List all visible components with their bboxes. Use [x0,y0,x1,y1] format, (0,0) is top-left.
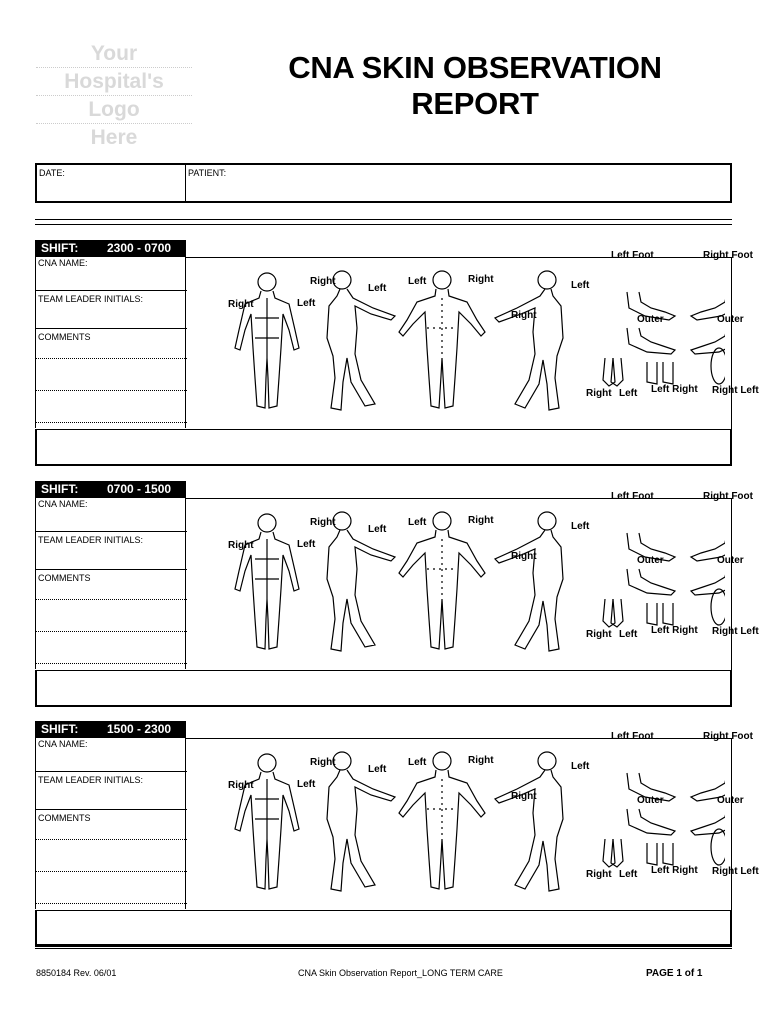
front-body-icon [235,754,299,889]
label-left: Left [408,276,427,287]
feet-sole-icon [711,589,725,625]
rule [36,569,187,570]
hospital-logo-placeholder [36,40,192,151]
label-left: Left [368,283,387,294]
label-right: Right [586,869,612,880]
team-leader-label: TEAM LEADER INITIALS: [38,535,144,545]
team-leader-label: TEAM LEADER INITIALS: [38,294,144,304]
feet-top-icon [603,839,623,867]
section-notes-box[interactable] [35,429,732,466]
label-right: Right [586,388,612,399]
front-body-icon [235,273,299,408]
feet-sole-icon [711,348,725,384]
label-left: Left [368,764,387,775]
label-left: Left [297,539,316,550]
separator [35,219,732,225]
body-figures-svg [195,258,725,426]
back-body-icon [399,512,485,649]
label-right-left: Right Left [712,866,759,877]
label-left: Left [571,761,590,772]
label-right: Right [468,515,494,526]
title-line-2: REPORT [411,86,539,121]
cna-name-label: CNA NAME: [38,739,88,749]
label-left-right: Left Right [651,625,698,636]
comment-line[interactable] [36,631,187,632]
date-label: DATE: [39,168,65,178]
shift-label: SHIFT: [41,722,79,736]
separator [35,944,732,949]
section-left-column [35,738,186,909]
label-right: Right [310,276,336,287]
title-line-1: CNA SKIN OBSERVATION [288,50,662,85]
comment-line[interactable] [36,903,187,904]
body-figures-svg [195,499,725,667]
label-right-foot: Right Foot [703,250,753,261]
label-left: Left [297,779,316,790]
feet-back-icon [647,362,673,384]
label-right: Right [468,755,494,766]
shift-label: SHIFT: [41,482,79,496]
rule [36,290,187,291]
label-right: Right [468,274,494,285]
label-outer: Outer [717,314,744,325]
section-right-edge [731,257,732,429]
side-body-left-icon [495,752,563,891]
logo-line: Here [90,126,138,149]
rule [36,531,187,532]
shift-section [35,721,759,946]
comments-label: COMMENTS [38,573,91,583]
cna-name-label: CNA NAME: [38,258,88,268]
section-notes-box[interactable] [35,670,732,707]
comments-label: COMMENTS [38,813,91,823]
label-left-right: Left Right [651,865,698,876]
label-left: Left [619,388,638,399]
page-number: PAGE 1 of 1 [646,968,703,979]
label-left: Left [297,298,316,309]
comment-line[interactable] [36,839,187,840]
logo-line: Logo [36,96,192,124]
label-right: Right [586,629,612,640]
body-diagram [195,491,759,667]
label-left: Left [408,517,427,528]
label-outer: Outer [637,795,664,806]
label-left-foot: Left Foot [611,491,654,502]
label-left: Left [571,280,590,291]
shift-time: 2300 - 0700 [107,241,172,255]
label-left: Left [368,524,387,535]
page-title [220,50,730,122]
body-figures-svg [195,739,725,907]
comments-label: COMMENTS [38,332,91,342]
label-right: Right [228,780,254,791]
label-left: Left [408,757,427,768]
label-right: Right [310,757,336,768]
shift-time: 1500 - 2300 [107,722,172,736]
section-notes-box[interactable] [35,910,732,947]
label-left: Left [571,521,590,532]
rule [36,328,187,329]
front-body-icon [235,514,299,649]
section-left-column [35,257,186,428]
label-right-left: Right Left [712,385,759,396]
feet-back-icon [647,843,673,865]
label-right: Right [228,299,254,310]
back-body-icon [399,271,485,408]
label-outer: Outer [717,795,744,806]
comment-line[interactable] [36,390,187,391]
label-left-right: Left Right [651,384,698,395]
label-left: Left [619,629,638,640]
comment-line[interactable] [36,358,187,359]
body-diagram [195,250,759,426]
label-right-left: Right Left [712,626,759,637]
comment-line[interactable] [36,422,187,423]
label-outer: Outer [637,555,664,566]
label-left: Left [619,869,638,880]
feet-back-icon [647,603,673,625]
rule [36,809,187,810]
shift-section [35,481,759,706]
form-number: 8850184 Rev. 06/01 [36,968,117,978]
label-right: Right [511,791,537,802]
label-right: Right [511,551,537,562]
header-box [35,163,732,203]
form-title: CNA Skin Observation Report_LONG TERM CARE [298,968,503,978]
logo-line: Your [36,40,192,68]
label-right-foot: Right Foot [703,491,753,502]
shift-section [35,240,759,465]
section-right-edge [731,738,732,910]
patient-label: PATIENT: [188,168,227,178]
label-left-foot: Left Foot [611,731,654,742]
logo-line: Hospital's [36,68,192,96]
label-outer: Outer [717,555,744,566]
team-leader-label: TEAM LEADER INITIALS: [38,775,144,785]
side-body-left-icon [495,271,563,410]
header-divider [185,165,186,201]
shift-time: 0700 - 1500 [107,482,172,496]
comment-line[interactable] [36,871,187,872]
feet-sole-icon [711,829,725,865]
comment-line[interactable] [36,663,187,664]
rule [36,771,187,772]
label-right-foot: Right Foot [703,731,753,742]
label-right: Right [228,540,254,551]
feet-top-icon [603,358,623,386]
shift-label: SHIFT: [41,241,79,255]
comment-line[interactable] [36,599,187,600]
feet-top-icon [603,599,623,627]
body-diagram [195,731,759,907]
shift-header [35,481,186,498]
shift-header [35,240,186,257]
label-right: Right [310,517,336,528]
section-right-edge [731,498,732,670]
shift-header [35,721,186,738]
side-body-left-icon [495,512,563,651]
label-outer: Outer [637,314,664,325]
back-body-icon [399,752,485,889]
label-right: Right [511,310,537,321]
label-left-foot: Left Foot [611,250,654,261]
section-left-column [35,498,186,669]
cna-name-label: CNA NAME: [38,499,88,509]
